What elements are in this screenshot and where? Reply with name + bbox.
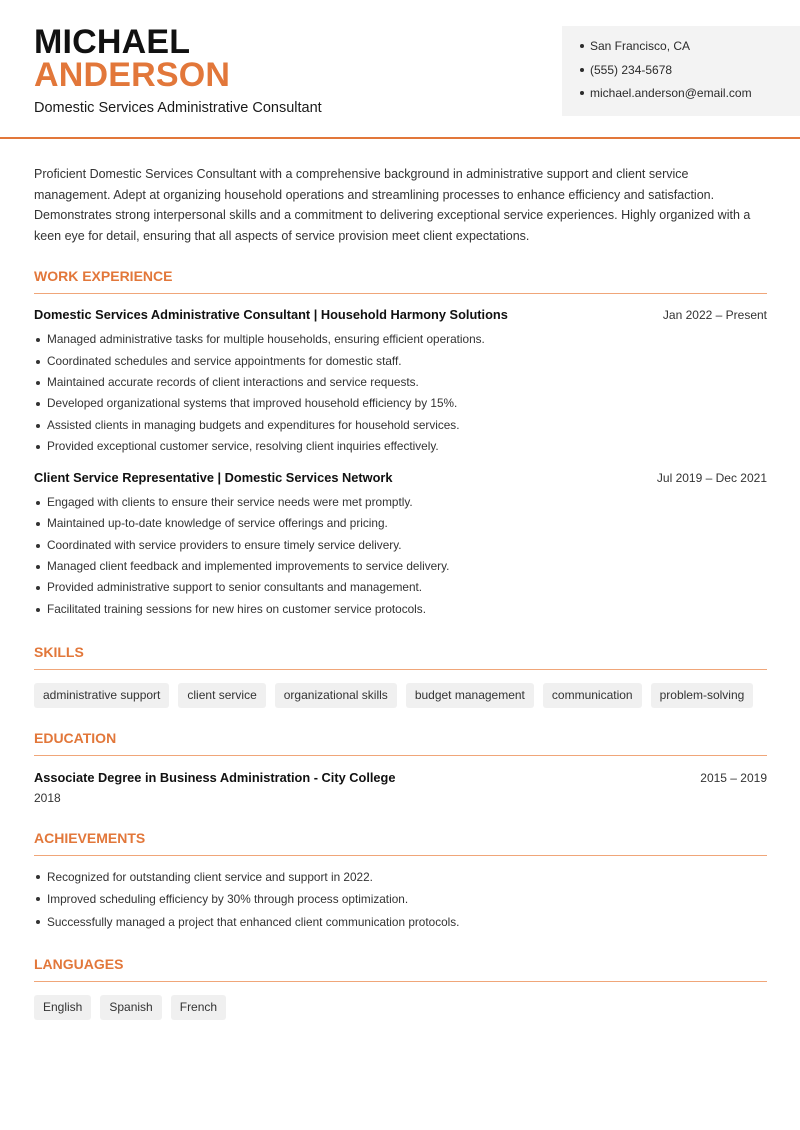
last-name: ANDERSON (34, 56, 231, 94)
list-item: Developed organizational systems that improved household efficiency by 15%. (34, 393, 767, 414)
skills-section (34, 644, 767, 708)
resume-header (0, 0, 800, 139)
list-item: Assisted clients in managing budgets and expenditures for household services. (34, 415, 767, 436)
skill-chip: problem-solving (651, 683, 754, 708)
list-item: Recognized for outstanding client service and support in 2022. (34, 866, 767, 889)
list-item: Coordinated with service providers to ensure timely service delivery. (34, 535, 767, 556)
education-year: 2018 (34, 790, 61, 805)
list-item: Successfully managed a project that enhanced client communication protocols. (34, 911, 767, 934)
list-item: Provided exceptional customer service, resolving client inquiries effectively. (34, 436, 767, 457)
list-item: Facilitated training sessions for new hires on customer service protocols. (34, 599, 767, 620)
job-entry (34, 307, 767, 457)
education-dates: 2015 – 2019 (700, 770, 767, 785)
language-chip: Spanish (100, 995, 161, 1020)
section-title: LANGUAGES (34, 956, 767, 982)
list-item: Managed administrative tasks for multiple households, ensuring efficient operations. (34, 329, 767, 350)
contact-location: San Francisco, CA (580, 37, 800, 61)
job-heading: Client Service Representative | Domestic Services Network (34, 470, 393, 486)
resume-body (34, 164, 767, 1020)
skill-chip: organizational skills (275, 683, 397, 708)
degree-heading: Associate Degree in Business Administration - City College (34, 769, 396, 785)
summary: Proficient Domestic Services Consultant with a comprehensive background in administrative support and client service management. Adept at organizing household operations and streamlining processes to enhance efficiency and satisfaction. Demonstrates strong interpersonal skills and a commitment to delivering exceptional service experiences. Highly organized with a keen eye for detail, ensuring that all aspects of service provision meet client expectations. (34, 167, 751, 243)
achievements-section (34, 830, 767, 934)
skill-chip: administrative support (34, 683, 169, 708)
section-title: ACHIEVEMENTS (34, 830, 767, 856)
list-item: Provided administrative support to senior consultants and management. (34, 577, 767, 598)
job-entry (34, 470, 767, 620)
contact-phone: (555) 234-5678 (580, 61, 800, 85)
list-item: Improved scheduling efficiency by 30% through process optimization. (34, 888, 767, 911)
skill-chip: communication (543, 683, 642, 708)
work-experience-section (34, 268, 767, 620)
list-item: Managed client feedback and implemented improvements to service delivery. (34, 556, 767, 577)
section-title: EDUCATION (34, 730, 767, 756)
skill-chip: budget management (406, 683, 534, 708)
list-item: Maintained up-to-date knowledge of service offerings and pricing. (34, 513, 767, 534)
language-chip: French (171, 995, 226, 1020)
section-title: SKILLS (34, 644, 767, 670)
job-dates: Jul 2019 – Dec 2021 (656, 471, 767, 486)
language-chip: English (34, 995, 91, 1020)
education-section (34, 730, 767, 805)
job-title: Domestic Services Administrative Consultant (34, 100, 322, 116)
contact-box (562, 26, 800, 116)
first-name: MICHAEL (34, 23, 191, 61)
contact-email[interactable]: michael.anderson@email.com (580, 84, 800, 108)
section-title: WORK EXPERIENCE (34, 268, 767, 294)
job-dates: Jan 2022 – Present (662, 308, 767, 323)
languages-section (34, 956, 767, 1020)
job-heading: Domestic Services Administrative Consultant | Household Harmony Solutions (34, 307, 508, 323)
list-item: Engaged with clients to ensure their service needs were met promptly. (34, 492, 767, 513)
list-item: Maintained accurate records of client interactions and service requests. (34, 372, 767, 393)
list-item: Coordinated schedules and service appointments for domestic staff. (34, 351, 767, 372)
skill-chip: client service (178, 683, 265, 708)
